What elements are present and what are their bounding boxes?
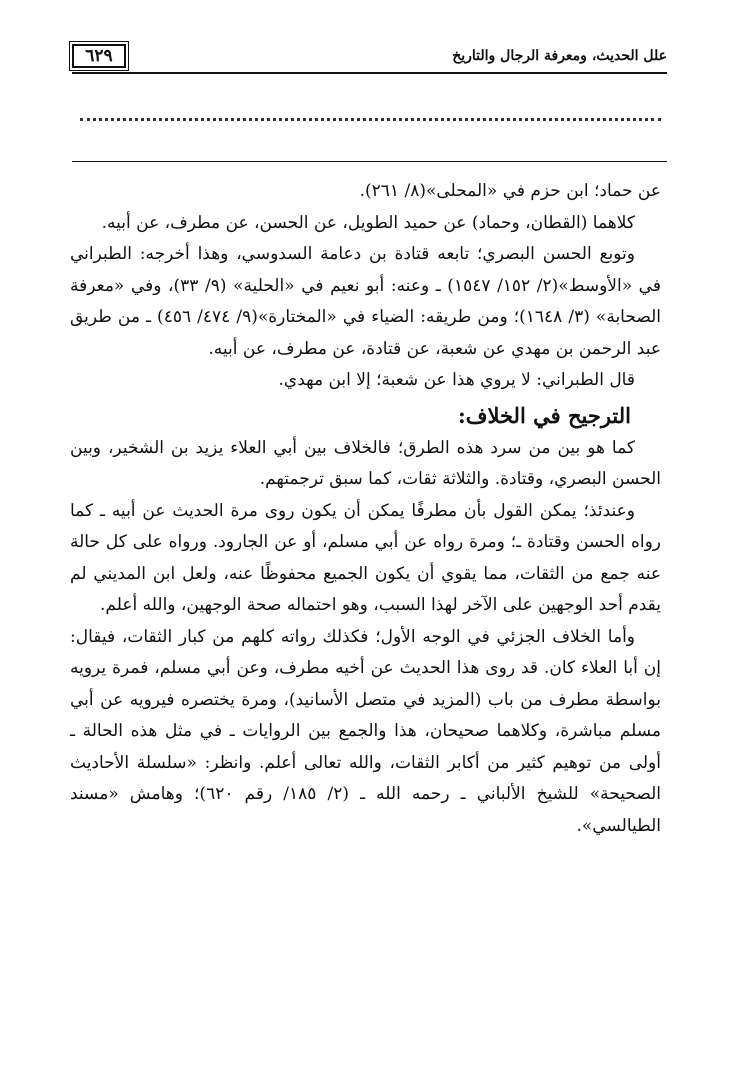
paragraph-5: كما هو بين من سرد هذه الطرق؛ فالخلاف بين أبي العلاء يزيد بن الشخير، وبين الحسن البصري، وقتادة. والثلاثة ثقات، كما سبق ترجمتهم. [70,437,661,489]
paragraph-3: وتوبع الحسن البصري؛ تابعه قتادة بن دعامة السدوسي، وهذا أخرجه: الطبراني في «الأوسط»(٢/ ١٥٢/ ١٥٤٧) ـ وعنه: أبو نعيم في «الحلية» (٩/ ٣٣)، وفي «معرفة الصحابة» (٣/ ١٦٤٨)؛ ومن طريقه: الضياء في «المختارة»(٩/ ٤٧٤/ ٤٥٦) ـ من طريق عبد الرحمن بن مهدي عن شعبة، عن قتادة، عن مطرف، عن أبيه. [70,244,661,359]
header-rule [72,72,667,74]
section-heading: الترجيح في الخلاف: [457,402,631,428]
paragraph-7: وأما الخلاف الجزئي في الوجه الأول؛ فكذلك رواته كلهم من كبار الثقات، فيقال: إن أبا العلاء كان. قد روى هذا الحديث عن أخيه مطرف، وعن أبي مسلم، فمرة يرويه بواسطة مطرف من باب (المزيد في متصل الأسانيد)، ومرة يختصره فيرويه عن أبي مسلم مباشرة، وكلاهما صحيحان، هذا والجمع بين الروايات ـ في مثل هذه الحالة ـ أولى من توهيم كثير من أكابر الثقات، والله تعالى أعلم. وانظر: «سلسلة الأحاديث الصحيحة» للشيخ الألباني ـ رحمه الله ـ (٢/ ١٨٥/ رقم ٦٢٠)؛ وهامش «مسند الطيالسي». [70,626,661,836]
running-header-title: علل الحديث، ومعرفة الرجال والتاريخ [452,48,667,64]
paragraph-1: عن حماد؛ ابن حزم في «المحلى»(٨/ ٢٦١). [359,181,661,201]
paragraph-4: قال الطبراني: لا يروي هذا عن شعبة؛ إلا ابن مهدي. [278,370,635,390]
paragraph-2: كلاهما (القطان، وحماد) عن حميد الطويل، عن الحسن، عن مطرف، عن أبيه. [101,212,635,233]
page-number: ٦٢٩ [72,44,126,68]
body-text [70,176,661,842]
paragraph-6: وعندئذ؛ يمكن القول بأن مطرفًا يمكن أن يكون روى مرة الحديث عن أبيه ـ كما رواه الحسن وقتادة ـ؛ ومرة رواه عن أبي مسلم، أو عن الجارود. ورواه على كل حالة عنه جمع من الثقات، مما يقوي أن يكون الجميع محفوظًا عنه، ولعل ابن المديني لم يقدم أحد الوجهين على الآخر لهذا السبب، وهو احتماله صحة الوجهين، والله أعلم. [70,500,661,615]
footnote-dotted-separator [80,118,661,131]
footnote-rule [72,161,667,162]
